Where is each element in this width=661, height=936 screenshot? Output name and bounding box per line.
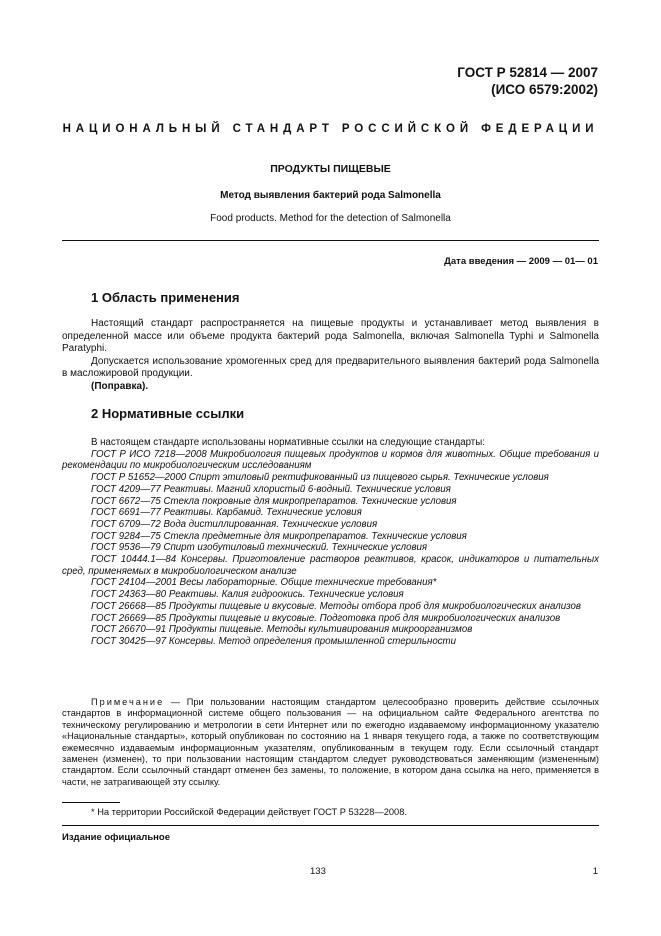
introduction-date: Дата введения — 2009 — 01— 01 (444, 256, 598, 267)
document-header (457, 64, 598, 98)
national-standard-banner: НАЦИОНАЛЬНЫЙ СТАНДАРТ РОССИЙСКОЙ ФЕДЕРАЦИИ (62, 123, 599, 135)
reference-item: ГОСТ 26670—91 Продукты пищевые. Методы культивирования микроорганизмов (91, 624, 473, 636)
document-title: ПРОДУКТЫ ПИЩЕВЫЕ (270, 163, 391, 175)
note-text: — При пользовании настоящим стандартом целесообразно проверить действие ссылочных стандартов в информационной системе общего пользования — на официальном сайте Федерального агентства по техническому регулированию и метрологии в сети Интернет или по ежегодно издаваемому информационному указателю «Национальные стандарты», который опубликован по состоянию на 1 января текущего года, а также по соответствующим ежемесячно издаваемым информационным указателям, опубликованным в текущем году. Если ссылочный стандарт заменен (изменен), то при пользовании настоящим стандартом следует руководствоваться заменяющим (измененным) стандартом. Если ссылочный стандарт отменен без замены, то положение, в котором дана ссылка на него, применяется в части, не затрагивающей эту ссылку. (62, 697, 599, 787)
header-divider (62, 240, 599, 241)
reference-item: ГОСТ 6672—75 Стекла покровные для микропрепаратов. Технические условия (91, 495, 457, 507)
section-1-paragraph-1: Настоящий стандарт распространяется на пищевые продукты и устанавливает метод выявления в определенной массе или объеме продукта бактерий рода Salmonella, включая Salmonella Typhi и Salmonella Paratyphi. (62, 318, 599, 355)
section-1-title: 1 Область применения (91, 290, 240, 305)
reference-item: ГОСТ Р ИСО 7218—2008 Микробиология пищевых продуктов и кормов для животных. Общие требования и рекомендации по микробиологическим исследованиям (62, 448, 599, 472)
document-subtitle-english: Food products. Method for the detection of Salmonella (210, 213, 451, 224)
reference-item: ГОСТ 10444.1—84 Консервы. Приготовление растворов реактивов, красок, индикаторов и питательных сред, применяемых в микробиологическом анализе (62, 554, 599, 577)
page-number: 133 (310, 866, 326, 877)
reference-item: ГОСТ 6709—72 Вода дистиллированная. Технические условия (91, 518, 378, 530)
reference-item: ГОСТ 4209—77 Реактивы. Магний хлористый 6-водный. Технические условия (91, 483, 451, 495)
note-label: Примечание (91, 697, 165, 707)
reference-item: ГОСТ 24363—80 Реактивы. Калия гидроокись. Технические условия (91, 589, 404, 601)
footnote-divider (62, 802, 120, 803)
references-lead: В настоящем стандарте использованы нормативные ссылки на следующие стандарты: (91, 437, 485, 448)
normative-references-list (62, 437, 599, 648)
reference-item: ГОСТ Р 51652—2000 Спирт этиловый ректификованный из пищевого сырья. Технические условия (91, 472, 549, 484)
iso-number: (ИСО 6579:2002) (491, 82, 598, 97)
gost-number: ГОСТ Р 52814 — 2007 (457, 65, 598, 80)
references-note (62, 697, 599, 788)
document-subtitle: Метод выявления бактерий рода Salmonella (220, 190, 441, 201)
footer-divider (62, 825, 599, 826)
reference-item: ГОСТ 9284—75 Стекла предметные для микропрепаратов. Технические условия (91, 530, 467, 542)
official-edition-label: Издание официальное (62, 832, 170, 843)
reference-item: ГОСТ 6691—77 Реактивы. Карбамид. Технические условия (91, 507, 362, 519)
footnote: * На территории Российской Федерации действует ГОСТ Р 53228—2008. (91, 807, 407, 817)
reference-item: ГОСТ 30425—97 Консервы. Метод определения промышленной стерильности (91, 635, 457, 647)
reference-item: ГОСТ 26669—85 Продукты пищевые и вкусовые. Подготовка проб для микробиологических анализов (91, 612, 561, 624)
section-1-body (62, 318, 599, 394)
reference-item: ГОСТ 26668—85 Продукты пищевые и вкусовые. Методы отбора проб для микробиологических анализов (91, 600, 581, 612)
reference-item: ГОСТ 24104—2001 Весы лабораторные. Общие технические требования* (91, 577, 437, 589)
sheet-number: 1 (592, 866, 598, 877)
section-1-paragraph-2: Допускается использование хромогенных сред для предварительного выявления бактерий рода Salmonella в масложировой продукции. (62, 355, 599, 380)
section-2-title: 2 Нормативные ссылки (91, 406, 245, 421)
section-1-amendment: (Поправка). (91, 380, 149, 392)
reference-item: ГОСТ 9536—79 Спирт изобутиловый технический. Технические условия (91, 542, 428, 554)
